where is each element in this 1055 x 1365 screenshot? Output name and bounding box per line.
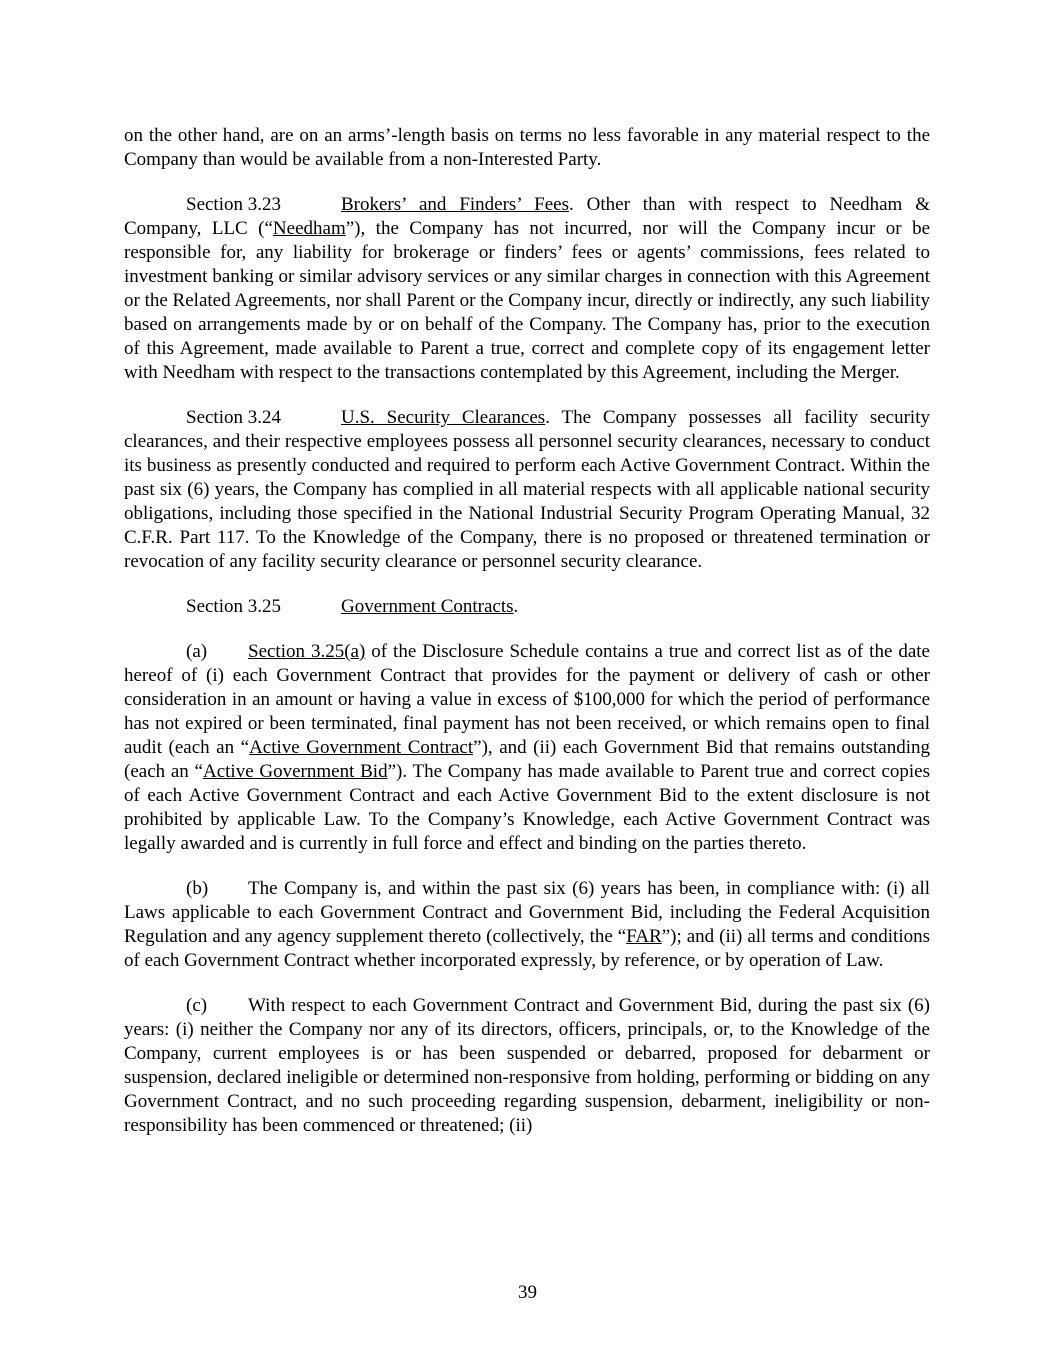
subsection-text: of the Disclosure Schedule contains a true and correct list as of the date hereof of (i) each Government Contract that provides for the payment or delivery of cash or other consideration in an amount or having a value in excess of $100,000 for which the period of performance has not expired or been terminated, final payment has not been received, or which remains open to final audit (each an “	[124, 641, 930, 758]
subsection-text: ”). The Company has made available to Parent true and correct copies of each Active Government Contract and each Active Government Bid to the extent disclosure is not prohibited by applicable Law. To the Company’s Knowledge, each Active Government Contract was legally awarded and is currently in full force and effect and binding on the parties thereto.	[124, 761, 930, 854]
defined-term: Needham	[272, 218, 346, 239]
subsection-label: (a)	[186, 641, 208, 662]
section-title: Government Contracts	[341, 596, 514, 617]
paragraph-text: on the other hand, are on an arms’-length basis on terms no less favorable in any material respect to the Company than would be available from a non-Interested Party.	[124, 125, 930, 170]
subsection-c	[124, 994, 930, 1138]
defined-term: Active Government Bid	[203, 761, 388, 782]
section-3-25	[124, 595, 930, 619]
section-3-23	[124, 193, 930, 385]
subsection-a	[124, 640, 930, 856]
subsection-text: ”), and (ii) each Government Bid that remains outstanding (each an “	[124, 737, 931, 782]
section-text: . Other than with respect to Needham & Company, LLC (“	[124, 194, 930, 239]
page-number: 39	[518, 1282, 537, 1303]
section-number: Section 3.25	[186, 596, 281, 617]
section-text: ”), the Company has not incurred, nor will the Company incur or be responsible for, any liability for brokerage or finders’ fees or agents’ commissions, fees related to investment banking or similar advisory services or any similar charges in connection with this Agreement or the Related Agreements, nor shall Parent or the Company incur, directly or indirectly, any such liability based on arrangements made by or on behalf of the Company. The Company has, prior to the execution of this Agreement, made available to Parent a true, correct and complete copy of its engagement letter with Needham with respect to the transactions contemplated by this Agreement, including the Merger.	[124, 218, 931, 383]
subsection-text: The Company is, and within the past six (6) years has been, in compliance with: (i) all Laws applicable to each Government Contract and Government Bid, including the Federal Acquisition Regulation and any agency supplement thereto (collectively, the “	[124, 878, 930, 947]
section-text: . The Company possesses all facility security clearances, and their respective employees possess all personnel security clearances, necessary to conduct its business as presently conducted and required to perform each Active Government Contract. Within the past six (6) years, the Company has complied in all material respects with all applicable national security obligations, including those specified in the National Industrial Security Program Operating Manual, 32 C.F.R. Part 117. To the Knowledge of the Company, there is no proposed or threatened termination or revocation of any facility security clearance or personnel security clearance.	[124, 407, 930, 572]
paragraph-continuation	[124, 124, 930, 172]
cross-reference: Section 3.25(a)	[248, 641, 366, 662]
subsection-label: (b)	[186, 878, 209, 899]
subsection-text: ”); and (ii) all terms and conditions of each Government Contract whether incorporated expressly, by reference, or by operation of Law.	[124, 926, 930, 971]
subsection-label: (c)	[186, 995, 208, 1016]
section-title: Brokers’ and Finders’ Fees	[341, 194, 569, 215]
section-number: Section 3.23	[186, 194, 281, 215]
document-page	[124, 124, 930, 1138]
section-text: .	[513, 596, 519, 617]
section-number: Section 3.24	[186, 407, 281, 428]
defined-term: FAR	[626, 926, 662, 947]
defined-term: Active Government Contract	[249, 737, 474, 758]
subsection-text: With respect to each Government Contract and Government Bid, during the past six (6) years: (i) neither the Company nor any of its directors, officers, principals, or, to the Knowledge of the Company, current employees is or has been suspended or debarred, proposed for debarment or suspension, declared ineligible or determined non-responsive from holding, performing or bidding on any Government Contract, and no such proceeding regarding suspension, debarment, ineligibility or non-responsibility has been commenced or threatened; (ii)	[124, 995, 930, 1136]
section-3-24	[124, 406, 930, 574]
subsection-b	[124, 877, 930, 973]
section-title: U.S. Security Clearances	[341, 407, 546, 428]
